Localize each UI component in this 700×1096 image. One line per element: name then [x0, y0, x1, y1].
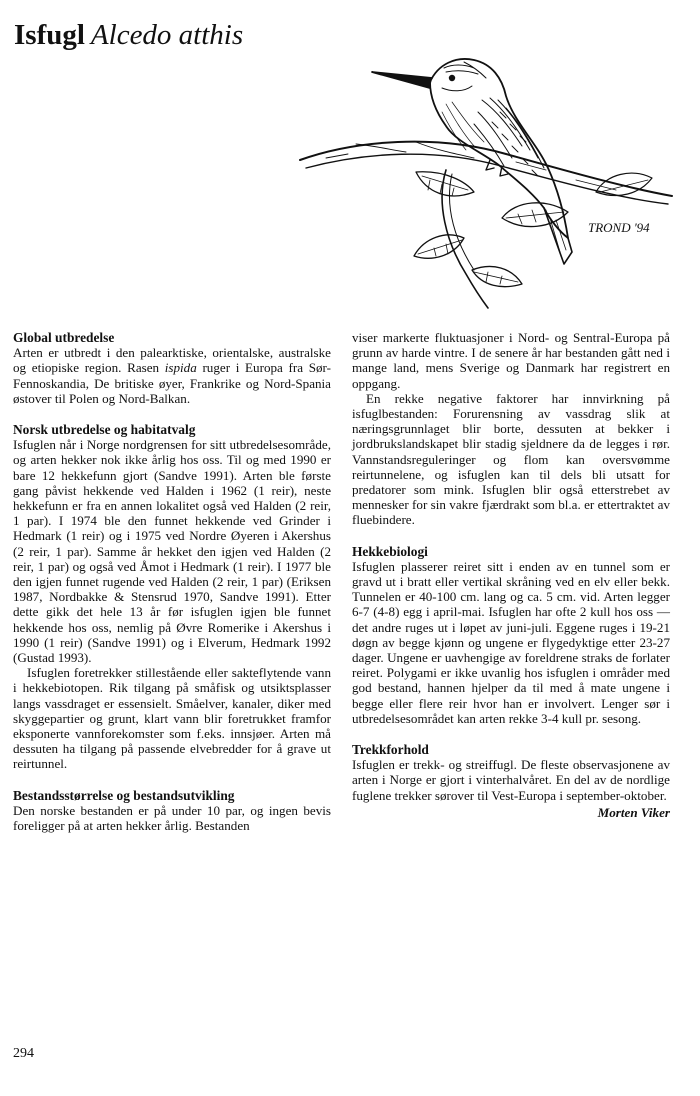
left-column	[13, 330, 331, 833]
text-run: ruger i Europa fra Sør-Fennoskandia, De britiske øyer, Frankrike og Nord-Spania østover til Polen og Nord-Balkan.	[13, 360, 332, 406]
paragraph	[13, 665, 331, 771]
text-run: Arten er utbredt i den palearktiske, orientalske, australske og etiopiske region. Rasen	[13, 345, 331, 376]
text-run: Isfuglen plasserer reiret sitt i enden av en tunnel som er gravd ut i bratt eller vertikal skråning ved en elv eller bekk. Tunnelen er 40-100 cm. lang og ca. 5 cm. vid. Arten legger 6-7 (4-8) egg i april-mai. Isfuglen har ofte 2 kull hos oss — det andre ruges ut i løpet av juni-juli. Eggene ruges i 19-21 døgn av begge kjønn og ungene er flygedyktige etter 23-27 dager. Ungene er uavhengige av foreldrene straks de forlater reiret. Polygami er ikke uvanlig hos isfuglen i områder med god bestand, hannen hjelper da til med å mate ungene i begge eller flere reir hvor han er involvert. Lenger sør i utbredelsesområdet kan arten rekke 3-4 kull pr. sesong.	[352, 558, 670, 726]
section-norsk-utbredelse-og-habitatvalg	[13, 422, 331, 772]
section-continued	[352, 330, 670, 528]
kingfisher-drawing-icon	[300, 59, 672, 308]
section-heading: Bestandsstørrelse og bestandsutvikling	[13, 787, 235, 803]
section-global-utbredelse	[13, 330, 331, 406]
species-latin-name: Alcedo atthis	[90, 19, 244, 51]
right-column	[352, 330, 670, 820]
page-title	[14, 18, 243, 52]
italic-term: ispida	[164, 360, 197, 376]
text-run: En rekke negative faktorer har innvirkning på isfuglbestanden: Forurensning av vassdrag slik at næringsgrunnlaget blir borte, dessuten at bekker i jordbrukslandskapet blir stadig sjeldnere da de legges i rør. Vannstandsreguleringer og flom kan oversvømme reirtunnelene, og isfuglen kan til dels bli utsatt for predatorer som mink. Isfuglen blir også etterstrebet av mennesker for sin vakre fjærdrakt som bl.a. er ettertraktet av fluebindere.	[352, 390, 670, 528]
author-name: Morten Viker	[597, 804, 670, 820]
section-heading: Trekkforhold	[352, 742, 429, 758]
text-run: Isfuglen når i Norge nordgrensen for sitt utbredelsesområde, og arten hekker nok ikke årlig hos oss. Til og med 1990 er bare 12 hekkefunn gjort (Sandve 1991). Arten ble første gang påvist hekkende ved Halden i 1962 (1 reir), neste hekkefunn er fra en annen lokalitet også ved Halden (2 reir, 1 par). I 1974 ble den funnet hekkende ved Grinder i Hedmark (1 reir) og i 1975 ved Nordre Øyeren i Akershus (2 reir, 1 par). Samme år hekket den igjen ved Halden (2 reir, 1 par) og også ved Åmot i Hedmark (1 reir). I 1977 ble den igjen funnet rugende ved Halden (2 reir, 1 par) (Eriksen 1987, Nordbakke & Stensrud 1970, Sandve 1991). Etter dette gikk det hele 13 år før isfuglen igjen ble funnet hekkende hos oss, nemlig på Øvre Romerike i Akershus i 1990 (1 reir) (Sandve 1991) og i Elverum, Hedmark 1992 (Gustad 1993).	[13, 437, 331, 666]
section-trekkforhold	[352, 742, 670, 820]
text-run: viser markerte fluktuasjoner i Nord- og Sentral-Europa på grunn av harde vintre. I de senere år har bestanden gått ned i mange land, mens Sverige og Danmark har registrert en oppgang.	[352, 330, 670, 391]
paragraph	[13, 345, 331, 406]
paragraph	[352, 330, 670, 391]
section-hekkebiologi	[352, 544, 670, 726]
text-run: Isfuglen er trekk- og streiffugl. De fleste observasjonene av arten i Norge er gjort i vinterhalvåret. En del av de nordlige fuglene trekker sørover til Vest-Europa i september-oktober.	[352, 757, 670, 803]
paragraph	[352, 391, 670, 528]
page-number: 294	[13, 1046, 34, 1061]
paragraph	[13, 437, 331, 665]
section-heading: Hekkebiologi	[352, 543, 428, 559]
text-run: Den norske bestanden er på under 10 par, og ingen bevis foreligger på at arten hekker årlig. Bestanden	[13, 802, 331, 834]
text-run: Isfuglen foretrekker stillestående eller sakteflytende vann i hekkebiotopen. Rik tilgang på småfisk og utsiktsplasser langs vassdraget er essensielt. Småelver, kanaler, diker med skyggepartier og grunt, klart vann blir foretrukket framfor eksponerte vannforekomster som f.eks. innsjøer. Arten må dessuten ha tilgang på passende elvebredder for å grave ut reirtunnel.	[13, 665, 331, 772]
paragraph	[352, 757, 670, 803]
section-bestandsstorrelse-og-bestandsutvikling	[13, 788, 331, 834]
kingfisher-illustration	[296, 42, 676, 310]
section-heading: Global utbredelse	[13, 330, 115, 345]
paragraph	[13, 803, 331, 833]
paragraph	[352, 559, 670, 726]
illustration-signature: TROND '94	[588, 220, 650, 235]
species-common-name: Isfugl	[14, 19, 85, 51]
section-heading: Norsk utbredelse og habitatvalg	[13, 422, 196, 438]
